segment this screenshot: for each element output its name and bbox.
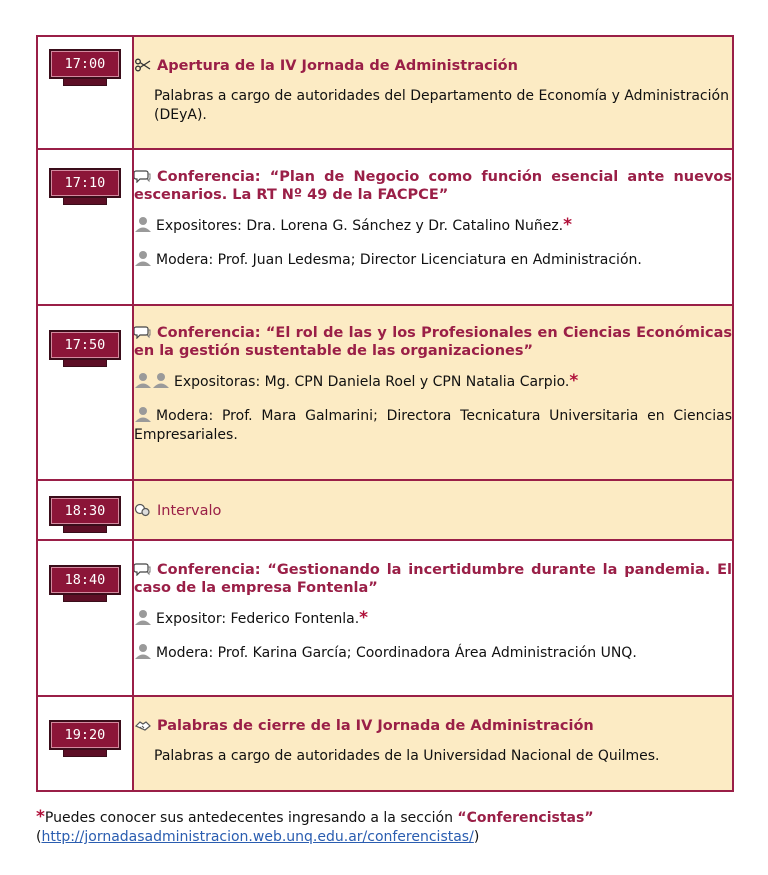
coffee-break-icon <box>134 503 152 517</box>
session-title-text: Apertura de la IV Jornada de Administración <box>157 58 518 74</box>
moderator-line <box>134 643 732 663</box>
person-icon <box>134 372 152 388</box>
speech-bubble-icon <box>134 562 152 576</box>
time-label: 17:00 <box>49 49 121 79</box>
session-title <box>134 57 732 75</box>
content-cell <box>133 36 733 149</box>
clock-icon <box>49 720 121 757</box>
person-icon <box>152 372 170 388</box>
time-cell <box>37 305 133 480</box>
asterisk: * <box>563 215 573 235</box>
footnote-text: Puedes conocer sus antedecentes ingresando a la sección <box>44 810 458 826</box>
person-icon <box>134 406 152 422</box>
clock-icon <box>49 496 121 533</box>
person-icon <box>134 216 152 232</box>
content-cell <box>133 540 733 696</box>
speakers-line <box>134 372 732 392</box>
asterisk: * <box>359 608 369 628</box>
time-label: 18:40 <box>49 565 121 595</box>
moderator-line <box>134 406 732 445</box>
speech-bubble-icon <box>134 169 152 183</box>
session-title <box>134 168 732 204</box>
schedule-row <box>37 540 733 696</box>
handshake-icon <box>134 718 152 732</box>
session-title-text: Palabras de cierre de la IV Jornada de Administración <box>157 718 594 734</box>
clock-icon <box>49 49 121 86</box>
footnote <box>36 808 736 847</box>
session-title <box>134 717 732 735</box>
person-icon <box>134 609 152 625</box>
schedule-table <box>36 35 734 792</box>
asterisk: * <box>36 807 45 827</box>
clock-icon <box>49 330 121 367</box>
speakers-text: Expositores: Dra. Lorena G. Sánchez y Dr. Catalino Nuñez. <box>156 218 564 234</box>
session-title <box>134 324 732 360</box>
time-cell <box>37 696 133 791</box>
session-title <box>134 561 732 597</box>
schedule-row <box>37 305 733 480</box>
schedule-row <box>37 696 733 791</box>
session-description: Palabras a cargo de autoridades de la Universidad Nacional de Quilmes. <box>154 748 660 764</box>
asterisk: * <box>569 371 579 391</box>
content-cell <box>133 305 733 480</box>
time-label: 17:50 <box>49 330 121 360</box>
schedule-row <box>37 480 733 540</box>
moderator-text: Modera: Prof. Mara Galmarini; Directora Tecnicatura Universitaria en Ciencias Empresariales. <box>134 408 732 443</box>
speakers-line <box>134 216 732 236</box>
clock-icon <box>49 565 121 602</box>
speakers-text: Expositor: Federico Fontenla. <box>156 611 360 627</box>
scissors-icon <box>134 58 152 72</box>
session-title-text: Conferencia: “Gestionando la incertidumbre durante la pandemia. El caso de la empresa Fontenla” <box>134 562 732 596</box>
content-cell <box>133 149 733 305</box>
content-cell <box>133 480 733 540</box>
time-cell <box>37 540 133 696</box>
schedule-row <box>37 149 733 305</box>
session-description: Palabras a cargo de autoridades del Departamento de Economía y Administración (DEyA). <box>154 88 729 123</box>
session-title <box>134 502 732 520</box>
speakers-text: Expositoras: Mg. CPN Daniela Roel y CPN Natalia Carpio. <box>174 374 570 390</box>
time-label: 19:20 <box>49 720 121 750</box>
session-title-text: Conferencia: “El rol de las y los Profesionales en Ciencias Económicas en la gestión sustentable de las organizaciones” <box>134 325 732 359</box>
time-label: 18:30 <box>49 496 121 526</box>
content-cell <box>133 696 733 791</box>
moderator-text: Modera: Prof. Juan Ledesma; Director Licenciatura en Administración. <box>156 252 642 268</box>
speech-bubble-icon <box>134 325 152 339</box>
clock-icon <box>49 168 121 205</box>
person-icon <box>134 250 152 266</box>
time-label: 17:10 <box>49 168 121 198</box>
person-icon <box>134 643 152 659</box>
time-cell <box>37 149 133 305</box>
session-title-text: Conferencia: “Plan de Negocio como función esencial ante nuevos escenarios. La RT Nº 49 de la FACPCE” <box>134 169 732 203</box>
moderator-line <box>134 250 732 270</box>
speakers-line <box>134 609 732 629</box>
time-cell <box>37 36 133 149</box>
time-cell <box>37 480 133 540</box>
close-paren: ) <box>473 829 480 845</box>
conferencistas-link[interactable]: http://jornadasadministracion.web.unq.edu.ar/conferencistas/ <box>41 829 474 845</box>
schedule-row <box>37 36 733 149</box>
moderator-text: Modera: Prof. Karina García; Coordinadora Área Administración UNQ. <box>156 645 637 661</box>
footnote-section-name: “Conferencistas” <box>457 810 594 826</box>
open-paren: ( <box>36 829 42 845</box>
session-title-text: Intervalo <box>157 503 222 519</box>
